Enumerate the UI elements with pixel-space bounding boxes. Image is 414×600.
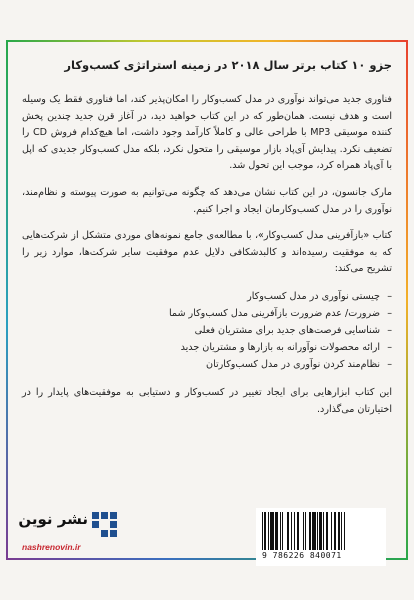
bullet-dot-icon: – <box>387 358 392 370</box>
barcode-gap <box>345 512 346 550</box>
bullet-dot-icon: – <box>387 290 392 302</box>
paragraph-author: مارک جانسون، در این کتاب نشان می‌دهد که چگونه می‌توانیم به صورت پیوسته و نظام‌مند، نوآوری را در مدل کسب‌وکارمان ایجاد و اجرا کنیم. <box>22 186 392 215</box>
list-item-text: چیستی نوآوری در مدل کسب‌وکار <box>247 290 380 302</box>
blurb-content <box>22 56 392 418</box>
paragraph-technology: فناوری جدید می‌تواند نوآوری در مدل کسب‌وکار را امکان‌پذیر کند، اما فناوری فقط یک وسیله است و هدف نیست. همان‌طور که در این کتاب خواهید دید، در آغاز قرن جدید چندین پخش کننده موسیقی MP3 با طراحی عالی و کاملاً کارآمد وجود داشت، اما هیچ‌کدام فروش CD را تضعیف نکرد. پیدایش آی‌پاد بازار موسیقی را متحول نکرد، بلکه مدل کسب‌وکار جدیدی که اپل با آی‌پاد همراه کرد، موجب این تحول شد. <box>22 94 392 172</box>
frame-left-edge <box>6 40 8 560</box>
list-item-text: نظام‌مند کردن نوآوری در مدل کسب‌وکارتان <box>206 358 380 370</box>
blurb-heading: جزو ۱۰ کتاب برتر سال ۲۰۱۸ در زمینه استراتژی کسب‌وکار <box>64 58 392 72</box>
closing-paragraph: این کتاب ابزارهایی برای ایجاد تغییر در کسب‌وکار و دستیابی به موفقیت‌های پایدار را در اختیارتان می‌گذارد. <box>22 386 392 415</box>
paragraph-book-intro: کتاب «بازآفرینی مدل کسب‌وکار»، با مطالعه‌ی جامع نمونه‌های موردی متشکل از شرکت‌هایی که به موفقیت رسیده‌اند و کالبدشکافی دلایل عدم موفقیت سایر شرکت‌ها، موارد زیر را تشریح می‌کند: <box>22 230 392 275</box>
bullet-dot-icon: – <box>387 324 392 336</box>
publisher-website: nashrenovin.ir <box>22 542 81 552</box>
publisher-name: نشر نوین <box>18 510 88 528</box>
list-item <box>22 305 392 322</box>
bullet-dot-icon: – <box>387 307 392 319</box>
list-item-text: ضرورت/ عدم ضرورت بازآفرینی مدل کسب‌وکار شما <box>169 307 380 319</box>
topics-list <box>22 288 392 373</box>
isbn-barcode <box>256 508 386 566</box>
publisher-logo <box>20 508 118 560</box>
list-item <box>22 288 392 305</box>
publisher-mark-icon <box>92 512 118 540</box>
frame-top-edge <box>6 40 408 42</box>
list-item <box>22 356 392 373</box>
bullet-dot-icon: – <box>387 341 392 353</box>
list-item <box>22 322 392 339</box>
isbn-number: 9 786226 840071 <box>262 551 342 560</box>
list-item <box>22 339 392 356</box>
frame-right-edge <box>406 40 408 560</box>
list-item-text: شناسایی فرصت‌های جدید برای مشتریان فعلی <box>194 324 380 336</box>
list-item-text: ارائه محصولات نوآورانه به بازارها و مشتریان جدید <box>180 341 380 353</box>
barcode-bars <box>262 512 380 550</box>
